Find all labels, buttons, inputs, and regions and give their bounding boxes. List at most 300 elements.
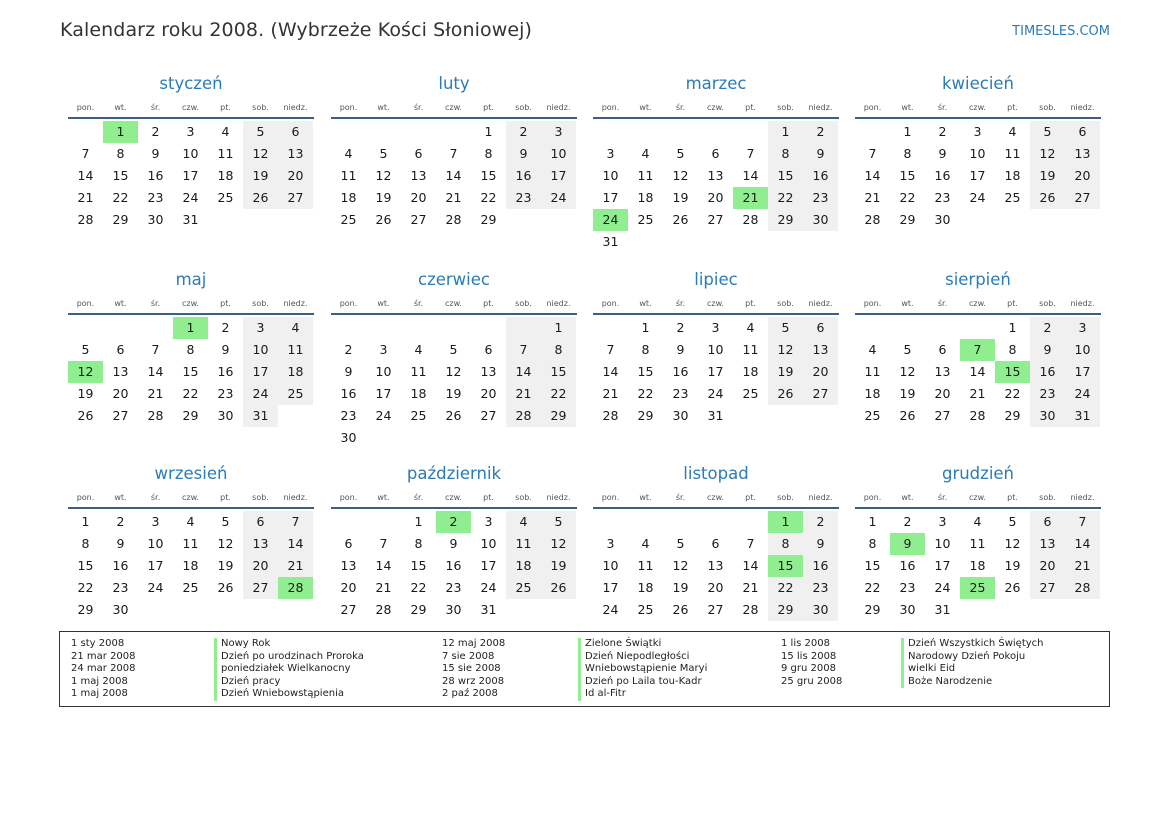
day-cell[interactable]: 17 [934,558,951,573]
day-cell[interactable]: 15 [864,558,881,573]
day-cell[interactable]: 14 [147,364,164,379]
day-cell[interactable]: 24 [375,408,392,423]
day-cell[interactable]: 25 [1004,190,1021,205]
day-cell[interactable]: 13 [340,558,357,573]
day-cell[interactable]: 4 [344,146,353,161]
day-cell[interactable]: 1 [768,511,803,533]
day-cell[interactable]: 22 [112,190,129,205]
day-cell[interactable]: 20 [934,386,951,401]
day-cell[interactable]: 15 [768,165,803,187]
day-cell[interactable]: 23 [112,580,129,595]
day-cell[interactable]: 15 [541,361,576,383]
day-cell[interactable]: 25 [864,408,881,423]
day-cell[interactable]: 14 [742,558,759,573]
day-cell[interactable]: 15 [768,555,803,577]
day-cell[interactable]: 6 [803,317,838,339]
day-cell[interactable]: 27 [1065,187,1100,209]
day-cell[interactable]: 28 [969,408,986,423]
day-cell[interactable]: 29 [768,209,803,231]
day-cell[interactable]: 6 [278,121,313,143]
day-cell[interactable]: 11 [340,168,357,183]
day-cell[interactable]: 6 [344,536,353,551]
day-cell[interactable]: 16 [147,168,164,183]
day-cell[interactable]: 10 [480,536,497,551]
day-cell[interactable]: 11 [742,342,759,357]
day-cell[interactable]: 23 [506,187,541,209]
day-cell[interactable]: 15 [410,558,427,573]
day-cell[interactable]: 1 [414,514,423,529]
day-cell[interactable]: 21 [864,190,881,205]
day-cell[interactable]: 19 [375,190,392,205]
day-cell[interactable]: 28 [506,405,541,427]
day-cell[interactable]: 10 [147,536,164,551]
day-cell[interactable]: 24 [707,386,724,401]
day-cell[interactable]: 29 [182,408,199,423]
day-cell[interactable]: 13 [278,143,313,165]
day-cell[interactable]: 18 [217,168,234,183]
day-cell[interactable]: 5 [379,146,388,161]
day-cell[interactable]: 28 [602,408,619,423]
day-cell[interactable]: 4 [506,511,541,533]
day-cell[interactable]: 10 [602,558,619,573]
day-cell[interactable]: 17 [541,165,576,187]
day-cell[interactable]: 10 [243,339,278,361]
day-cell[interactable]: 5 [676,146,685,161]
day-cell[interactable]: 29 [541,405,576,427]
day-cell[interactable]: 19 [217,558,234,573]
day-cell[interactable]: 11 [217,146,234,161]
day-cell[interactable]: 9 [344,364,353,379]
day-cell[interactable]: 18 [410,386,427,401]
day-cell[interactable]: 13 [410,168,427,183]
day-cell[interactable]: 18 [864,386,881,401]
day-cell[interactable]: 30 [803,599,838,621]
day-cell[interactable]: 9 [151,146,160,161]
day-cell[interactable]: 26 [672,212,689,227]
day-cell[interactable]: 23 [147,190,164,205]
day-cell[interactable]: 11 [637,168,654,183]
brand-link[interactable]: TIMESLES.COM [1012,24,1110,39]
day-cell[interactable]: 21 [1065,555,1100,577]
day-cell[interactable]: 25 [182,580,199,595]
day-cell[interactable]: 2 [903,514,912,529]
day-cell[interactable]: 22 [864,580,881,595]
day-cell[interactable]: 22 [77,580,94,595]
day-cell[interactable]: 27 [410,212,427,227]
day-cell[interactable]: 30 [217,408,234,423]
day-cell[interactable]: 14 [445,168,462,183]
day-cell[interactable]: 22 [768,187,803,209]
day-cell[interactable]: 19 [1004,558,1021,573]
day-cell[interactable]: 30 [934,212,951,227]
day-cell[interactable]: 7 [1065,511,1100,533]
day-cell[interactable]: 1 [768,121,803,143]
day-cell[interactable]: 21 [506,383,541,405]
day-cell[interactable]: 17 [375,386,392,401]
day-cell[interactable]: 18 [742,364,759,379]
day-cell[interactable]: 22 [182,386,199,401]
day-cell[interactable]: 4 [641,146,650,161]
day-cell[interactable]: 2 [436,511,471,533]
day-cell[interactable]: 15 [112,168,129,183]
day-cell[interactable]: 19 [243,165,278,187]
day-cell[interactable]: 18 [278,361,313,383]
day-cell[interactable]: 2 [803,121,838,143]
day-cell[interactable]: 23 [672,386,689,401]
day-cell[interactable]: 15 [637,364,654,379]
day-cell[interactable]: 14 [77,168,94,183]
day-cell[interactable]: 25 [960,577,995,599]
day-cell[interactable]: 10 [182,146,199,161]
day-cell[interactable]: 16 [340,386,357,401]
day-cell[interactable]: 26 [899,408,916,423]
day-cell[interactable]: 17 [182,168,199,183]
day-cell[interactable]: 6 [938,342,947,357]
day-cell[interactable]: 12 [672,168,689,183]
day-cell[interactable]: 13 [1065,143,1100,165]
day-cell[interactable]: 1 [484,124,493,139]
day-cell[interactable]: 10 [375,364,392,379]
day-cell[interactable]: 3 [938,514,947,529]
day-cell[interactable]: 27 [803,383,838,405]
day-cell[interactable]: 14 [278,533,313,555]
day-cell[interactable]: 26 [768,383,803,405]
day-cell[interactable]: 22 [899,190,916,205]
day-cell[interactable]: 6 [243,511,278,533]
day-cell[interactable]: 9 [116,536,125,551]
day-cell[interactable]: 2 [506,121,541,143]
day-cell[interactable]: 30 [445,602,462,617]
day-cell[interactable]: 2 [803,511,838,533]
day-cell[interactable]: 3 [186,124,195,139]
day-cell[interactable]: 24 [480,580,497,595]
day-cell[interactable]: 24 [1065,383,1100,405]
day-cell[interactable]: 8 [768,143,803,165]
day-cell[interactable]: 22 [1004,386,1021,401]
day-cell[interactable]: 19 [672,580,689,595]
day-cell[interactable]: 9 [803,143,838,165]
day-cell[interactable]: 28 [445,212,462,227]
day-cell[interactable]: 31 [480,602,497,617]
day-cell[interactable]: 24 [593,209,628,231]
day-cell[interactable]: 29 [768,599,803,621]
day-cell[interactable]: 20 [410,190,427,205]
day-cell[interactable]: 23 [445,580,462,595]
day-cell[interactable]: 6 [414,146,423,161]
day-cell[interactable]: 5 [243,121,278,143]
day-cell[interactable]: 7 [506,339,541,361]
day-cell[interactable]: 13 [707,168,724,183]
day-cell[interactable]: 13 [707,558,724,573]
day-cell[interactable]: 1 [103,121,138,143]
day-cell[interactable]: 22 [768,577,803,599]
day-cell[interactable]: 20 [112,386,129,401]
day-cell[interactable]: 27 [934,408,951,423]
day-cell[interactable]: 2 [938,124,947,139]
day-cell[interactable]: 30 [803,209,838,231]
day-cell[interactable]: 9 [890,533,925,555]
day-cell[interactable]: 7 [278,511,313,533]
day-cell[interactable]: 14 [506,361,541,383]
day-cell[interactable]: 19 [672,190,689,205]
day-cell[interactable]: 25 [340,212,357,227]
day-cell[interactable]: 5 [903,342,912,357]
day-cell[interactable]: 7 [746,536,755,551]
day-cell[interactable]: 9 [221,342,230,357]
day-cell[interactable]: 7 [151,342,160,357]
day-cell[interactable]: 29 [1004,408,1021,423]
day-cell[interactable]: 23 [899,580,916,595]
day-cell[interactable]: 20 [1065,165,1100,187]
day-cell[interactable]: 21 [602,386,619,401]
day-cell[interactable]: 20 [707,190,724,205]
day-cell[interactable]: 12 [1030,143,1065,165]
day-cell[interactable]: 25 [410,408,427,423]
day-cell[interactable]: 12 [672,558,689,573]
day-cell[interactable]: 14 [864,168,881,183]
day-cell[interactable]: 24 [182,190,199,205]
day-cell[interactable]: 12 [899,364,916,379]
day-cell[interactable]: 1 [541,317,576,339]
day-cell[interactable]: 8 [186,342,195,357]
day-cell[interactable]: 14 [375,558,392,573]
day-cell[interactable]: 5 [1030,121,1065,143]
day-cell[interactable]: 30 [672,408,689,423]
day-cell[interactable]: 11 [637,558,654,573]
day-cell[interactable]: 4 [414,342,423,357]
day-cell[interactable]: 26 [243,187,278,209]
day-cell[interactable]: 3 [711,320,720,335]
day-cell[interactable]: 12 [375,168,392,183]
day-cell[interactable]: 19 [899,386,916,401]
day-cell[interactable]: 15 [899,168,916,183]
day-cell[interactable]: 13 [1030,533,1065,555]
day-cell[interactable]: 21 [733,187,768,209]
day-cell[interactable]: 21 [742,580,759,595]
day-cell[interactable]: 27 [340,602,357,617]
day-cell[interactable]: 31 [182,212,199,227]
day-cell[interactable]: 5 [449,342,458,357]
day-cell[interactable]: 6 [711,536,720,551]
day-cell[interactable]: 28 [864,212,881,227]
day-cell[interactable]: 5 [1008,514,1017,529]
day-cell[interactable]: 30 [147,212,164,227]
day-cell[interactable]: 25 [506,577,541,599]
day-cell[interactable]: 5 [676,536,685,551]
day-cell[interactable]: 24 [243,383,278,405]
day-cell[interactable]: 23 [1030,383,1065,405]
day-cell[interactable]: 14 [969,364,986,379]
day-cell[interactable]: 26 [541,577,576,599]
day-cell[interactable]: 20 [1030,555,1065,577]
day-cell[interactable]: 5 [221,514,230,529]
day-cell[interactable]: 5 [81,342,90,357]
day-cell[interactable]: 16 [803,165,838,187]
day-cell[interactable]: 16 [899,558,916,573]
day-cell[interactable]: 1 [81,514,90,529]
day-cell[interactable]: 8 [484,146,493,161]
day-cell[interactable]: 21 [375,580,392,595]
day-cell[interactable]: 4 [278,317,313,339]
day-cell[interactable]: 13 [934,364,951,379]
day-cell[interactable]: 24 [541,187,576,209]
day-cell[interactable]: 8 [768,533,803,555]
day-cell[interactable]: 16 [506,165,541,187]
day-cell[interactable]: 17 [969,168,986,183]
day-cell[interactable]: 7 [960,339,995,361]
day-cell[interactable]: 29 [637,408,654,423]
day-cell[interactable]: 3 [151,514,160,529]
day-cell[interactable]: 4 [868,342,877,357]
day-cell[interactable]: 26 [77,408,94,423]
day-cell[interactable]: 8 [1008,342,1017,357]
day-cell[interactable]: 31 [1065,405,1100,427]
day-cell[interactable]: 6 [711,146,720,161]
day-cell[interactable]: 24 [602,602,619,617]
day-cell[interactable]: 19 [77,386,94,401]
day-cell[interactable]: 20 [803,361,838,383]
day-cell[interactable]: 5 [541,511,576,533]
day-cell[interactable]: 3 [541,121,576,143]
day-cell[interactable]: 8 [641,342,650,357]
day-cell[interactable]: 6 [484,342,493,357]
day-cell[interactable]: 23 [803,577,838,599]
day-cell[interactable]: 8 [541,339,576,361]
day-cell[interactable]: 13 [803,339,838,361]
day-cell[interactable]: 1 [903,124,912,139]
day-cell[interactable]: 10 [602,168,619,183]
day-cell[interactable]: 16 [803,555,838,577]
day-cell[interactable]: 12 [541,533,576,555]
day-cell[interactable]: 4 [221,124,230,139]
day-cell[interactable]: 3 [973,124,982,139]
day-cell[interactable]: 24 [934,580,951,595]
day-cell[interactable]: 9 [449,536,458,551]
day-cell[interactable]: 7 [746,146,755,161]
day-cell[interactable]: 22 [637,386,654,401]
day-cell[interactable]: 19 [541,555,576,577]
day-cell[interactable]: 22 [541,383,576,405]
day-cell[interactable]: 5 [768,317,803,339]
day-cell[interactable]: 3 [243,317,278,339]
day-cell[interactable]: 29 [899,212,916,227]
day-cell[interactable]: 17 [707,364,724,379]
day-cell[interactable]: 16 [1030,361,1065,383]
day-cell[interactable]: 1 [1008,320,1017,335]
day-cell[interactable]: 2 [151,124,160,139]
day-cell[interactable]: 18 [182,558,199,573]
day-cell[interactable]: 26 [375,212,392,227]
day-cell[interactable]: 7 [449,146,458,161]
day-cell[interactable]: 28 [147,408,164,423]
day-cell[interactable]: 2 [676,320,685,335]
day-cell[interactable]: 19 [768,361,803,383]
day-cell[interactable]: 3 [379,342,388,357]
day-cell[interactable]: 28 [278,577,313,599]
day-cell[interactable]: 13 [112,364,129,379]
day-cell[interactable]: 11 [506,533,541,555]
day-cell[interactable]: 30 [899,602,916,617]
day-cell[interactable]: 8 [81,536,90,551]
day-cell[interactable]: 25 [217,190,234,205]
day-cell[interactable]: 2 [1030,317,1065,339]
day-cell[interactable]: 28 [77,212,94,227]
day-cell[interactable]: 10 [541,143,576,165]
day-cell[interactable]: 17 [1065,361,1100,383]
day-cell[interactable]: 31 [602,234,619,249]
day-cell[interactable]: 17 [147,558,164,573]
day-cell[interactable]: 12 [68,361,103,383]
day-cell[interactable]: 24 [147,580,164,595]
day-cell[interactable]: 27 [278,187,313,209]
day-cell[interactable]: 31 [707,408,724,423]
day-cell[interactable]: 23 [934,190,951,205]
day-cell[interactable]: 20 [243,555,278,577]
day-cell[interactable]: 25 [742,386,759,401]
day-cell[interactable]: 25 [278,383,313,405]
day-cell[interactable]: 20 [707,580,724,595]
day-cell[interactable]: 4 [973,514,982,529]
day-cell[interactable]: 26 [217,580,234,595]
day-cell[interactable]: 17 [602,580,619,595]
day-cell[interactable]: 30 [340,430,357,445]
day-cell[interactable]: 28 [742,602,759,617]
day-cell[interactable]: 2 [344,342,353,357]
day-cell[interactable]: 14 [1065,533,1100,555]
day-cell[interactable]: 21 [969,386,986,401]
day-cell[interactable]: 13 [480,364,497,379]
day-cell[interactable]: 26 [672,602,689,617]
day-cell[interactable]: 29 [864,602,881,617]
day-cell[interactable]: 7 [868,146,877,161]
day-cell[interactable]: 30 [112,602,129,617]
day-cell[interactable]: 27 [480,408,497,423]
day-cell[interactable]: 10 [934,536,951,551]
day-cell[interactable]: 4 [746,320,755,335]
day-cell[interactable]: 9 [676,342,685,357]
day-cell[interactable]: 1 [868,514,877,529]
day-cell[interactable]: 10 [969,146,986,161]
day-cell[interactable]: 15 [182,364,199,379]
day-cell[interactable]: 22 [480,190,497,205]
day-cell[interactable]: 3 [606,146,615,161]
day-cell[interactable]: 16 [445,558,462,573]
day-cell[interactable]: 6 [116,342,125,357]
day-cell[interactable]: 11 [864,364,881,379]
day-cell[interactable]: 27 [707,212,724,227]
day-cell[interactable]: 9 [1030,339,1065,361]
day-cell[interactable]: 6 [1065,121,1100,143]
day-cell[interactable]: 11 [278,339,313,361]
day-cell[interactable]: 4 [1008,124,1017,139]
day-cell[interactable]: 29 [77,602,94,617]
day-cell[interactable]: 16 [217,364,234,379]
day-cell[interactable]: 17 [480,558,497,573]
day-cell[interactable]: 18 [637,580,654,595]
day-cell[interactable]: 30 [1030,405,1065,427]
day-cell[interactable]: 9 [506,143,541,165]
day-cell[interactable]: 15 [480,168,497,183]
day-cell[interactable]: 28 [742,212,759,227]
day-cell[interactable]: 12 [217,536,234,551]
day-cell[interactable]: 10 [1065,339,1100,361]
day-cell[interactable]: 28 [1065,577,1100,599]
day-cell[interactable]: 9 [938,146,947,161]
day-cell[interactable]: 8 [903,146,912,161]
day-cell[interactable]: 11 [410,364,427,379]
day-cell[interactable]: 18 [969,558,986,573]
day-cell[interactable]: 17 [243,361,278,383]
